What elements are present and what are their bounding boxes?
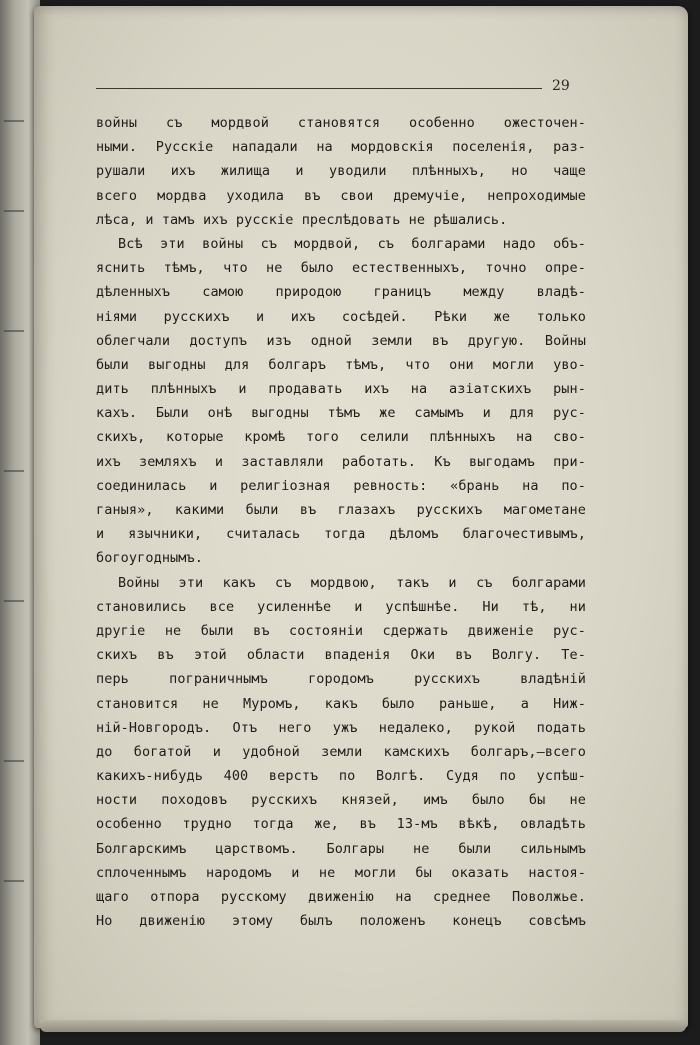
text-line: скихъ, которые кромѣ того селили плѣнныхъ на сво- <box>96 429 586 446</box>
text-line: особенно трудно тогда же, въ 13-мъ вѣкѣ, овладѣть <box>96 816 586 833</box>
text-line: дѣленныхъ самою природою границъ между владѣ- <box>96 284 586 301</box>
edge-text-strip <box>4 760 24 762</box>
text-line: соединилась и религіозная ревность: «брань на по- <box>96 477 586 494</box>
text-line: ными. Русскіе нападали на мордовскія поселенія, раз- <box>96 139 586 156</box>
text-line: какихъ-нибудь 400 верстъ по Волгѣ. Судя по успѣш- <box>96 768 586 785</box>
text-line: Войны эти какъ съ мордвою, такъ и съ болгарами <box>118 574 586 591</box>
edge-text-strip <box>4 600 24 602</box>
text-line: становится не Муромъ, какъ было раньше, а Ниж- <box>96 695 586 712</box>
body-text <box>96 111 586 933</box>
text-line: яснить тѣмъ, что не было естественныхъ, точно опре- <box>96 260 586 277</box>
text-line: рушали ихъ жилища и уводили плѣнныхъ, но чаще <box>96 163 586 180</box>
text-line: богоугоднымъ. <box>96 550 203 567</box>
text-line: кахъ. Были онѣ выгодны тѣмъ же самымъ и для рус- <box>96 405 586 422</box>
text-line: Болгарскимъ царствомъ. Болгары не были сильнымъ <box>96 840 586 857</box>
text-line: до богатой и удобной земли камскихъ болгаръ,—всего <box>96 743 586 760</box>
edge-text-strip <box>4 120 24 122</box>
text-line: дить плѣнныхъ и продавать ихъ на азіатскихъ рын- <box>96 381 586 398</box>
text-line: становились все усиленнѣе и успѣшнѣе. Ни тѣ, ни <box>96 598 586 615</box>
text-line: ніями русскихъ и ихъ сосѣдей. Рѣки же только <box>96 308 586 325</box>
text-line: ности походовъ русскихъ князей, имъ было бы не <box>96 792 586 809</box>
text-line: ихъ земляхъ и заставляли работать. Къ выгодамъ при- <box>96 453 586 470</box>
text-line: Всѣ эти войны съ мордвой, съ болгарами надо объ- <box>118 235 586 252</box>
text-line: сплоченнымъ народомъ и не могли бы оказать настоя- <box>96 864 586 881</box>
edge-text-strip <box>4 330 24 332</box>
text-line: были выгодны для болгаръ тѣмъ, что они могли уво- <box>96 356 586 373</box>
text-line: облегчали доступъ изъ одной земли въ другую. Войны <box>96 332 586 349</box>
header-rule <box>96 88 542 89</box>
edge-text-strip <box>4 470 24 472</box>
text-line: войны съ мордвой становятся особенно ожесточен- <box>96 115 586 131</box>
text-line: и язычники, считалась тогда дѣломъ благочестивымъ, <box>96 526 586 543</box>
page-number: 29 <box>552 78 570 94</box>
edge-text-strip <box>4 880 24 882</box>
text-line: другіе не были въ состояніи сдержать движеніе рус- <box>96 622 586 639</box>
text-line: ганыя», какими были въ глазахъ русскихъ магометане <box>96 502 586 518</box>
text-line: ній-Новгородъ. Отъ него ужъ недалеко, рукой подать <box>96 719 586 736</box>
page-bottom-edge <box>40 1020 686 1032</box>
text-line: Но движенію этому былъ положенъ конецъ совсѣмъ <box>96 913 586 930</box>
text-line: щаго отпора русскому движенію на среднее Поволжье. <box>96 889 586 905</box>
text-line: перь пограничнымъ городомъ русскихъ владѣній <box>96 671 586 688</box>
edge-text-strip <box>4 210 24 212</box>
text-line: лѣса, и тамъ ихъ русскіе преслѣдовать не рѣшались. <box>96 211 508 228</box>
text-line: скихъ въ этой области впаденія Оки въ Волгу. Те- <box>96 647 586 664</box>
text-line: всего мордва уходила въ свои дремучіе, непроходимые <box>96 187 586 204</box>
